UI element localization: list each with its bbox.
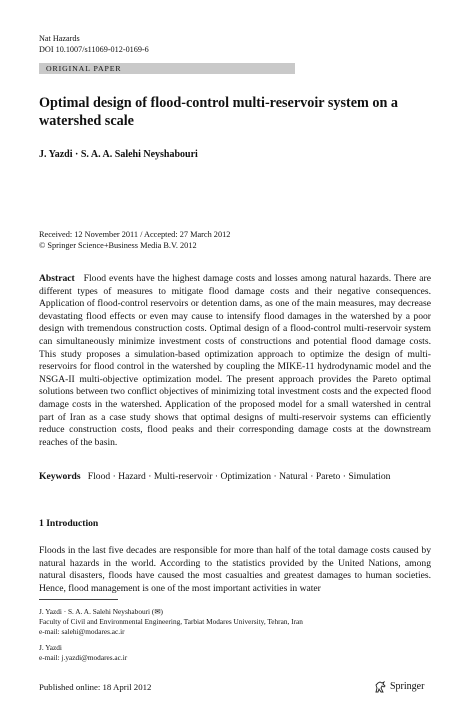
introduction-paragraph: Floods in the last five decades are responsible for more than half of the total damage costs caused by natural hazards in the world. According to the statistics provided by the United Nations, among natural disasters, floods have caused the most casualties and greatest damages to human societies. Hence, flood management is one of the most important activities in water <box>39 545 431 594</box>
abstract <box>39 273 431 449</box>
article-type-label: ORIGINAL PAPER <box>46 64 122 73</box>
published-online-date: Published online: 18 April 2012 <box>39 682 152 692</box>
abstract-label: Abstract <box>39 273 75 284</box>
footnote-author-2: J. Yazdi <box>39 643 62 652</box>
received-accepted-dates: Received: 12 November 2011 / Accepted: 27 March 2012 <box>39 230 231 239</box>
section-heading-introduction: 1 Introduction <box>39 518 99 529</box>
keywords-label: Keywords <box>39 471 81 482</box>
copyright-notice: © Springer Science+Business Media B.V. 2012 <box>39 241 197 250</box>
keywords <box>39 471 431 484</box>
springer-horse-icon <box>374 681 387 693</box>
abstract-text: Flood events have the highest damage costs and losses among natural hazards. There are different types of measures to mitigate flood damage costs and their negative consequences. Application of flood-control reservoirs or detention dams, as one of the main measures, may decrease devastating flood effects or even may cause to intensify flood damages in the watershed by a poor design with tremendous construction costs. Optimal design of a flood-control multi-reservoir system can simultaneously minimize investment costs of constructions and potential flood damage costs. This study proposes a simulation-based optimization approach to optimize the design of multi-reservoirs for flood control in the watershed by coupling the MIKE-11 hydrodynamic model and the NSGA-II multi-objective optimization model. The present approach provides the Pareto optimal solutions between two conflict objectives of minimizing total investment costs and the expected flood damage costs in the watershed. Application of the proposed model for a small watershed in central part of Iran as a case study shows that optimal designs of multi-reservoir systems can efficiently reduce construction costs, flood peaks and their corresponding damage costs at the downstream reaches of the basin. <box>39 273 431 448</box>
keywords-text: Flood · Hazard · Multi-reservoir · Optimization · Natural · Pareto · Simulation <box>87 471 391 482</box>
publisher-logo <box>374 681 424 693</box>
paper-title: Optimal design of flood-control multi-reservoir system on a watershed scale <box>39 95 398 129</box>
footnote-authors: J. Yazdi · S. A. A. Salehi Neyshabouri (✉) <box>39 607 163 616</box>
doi: DOI 10.1007/s11069-012-0169-6 <box>39 45 149 54</box>
footnote-affiliation: Faculty of Civil and Environmental Engineering, Tarbiat Modares University, Tehran, Iran <box>39 617 303 626</box>
publisher-name: Springer <box>390 681 425 692</box>
footnote-email-1: e-mail: salehi@modares.ac.ir <box>39 627 125 636</box>
footnote-email-2: e-mail: j.yazdi@modares.ac.ir <box>39 653 128 662</box>
journal-name: Nat Hazards <box>39 34 80 43</box>
author-list: J. Yazdi · S. A. A. Salehi Neyshabouri <box>39 149 198 160</box>
footnote-rule <box>39 599 118 600</box>
